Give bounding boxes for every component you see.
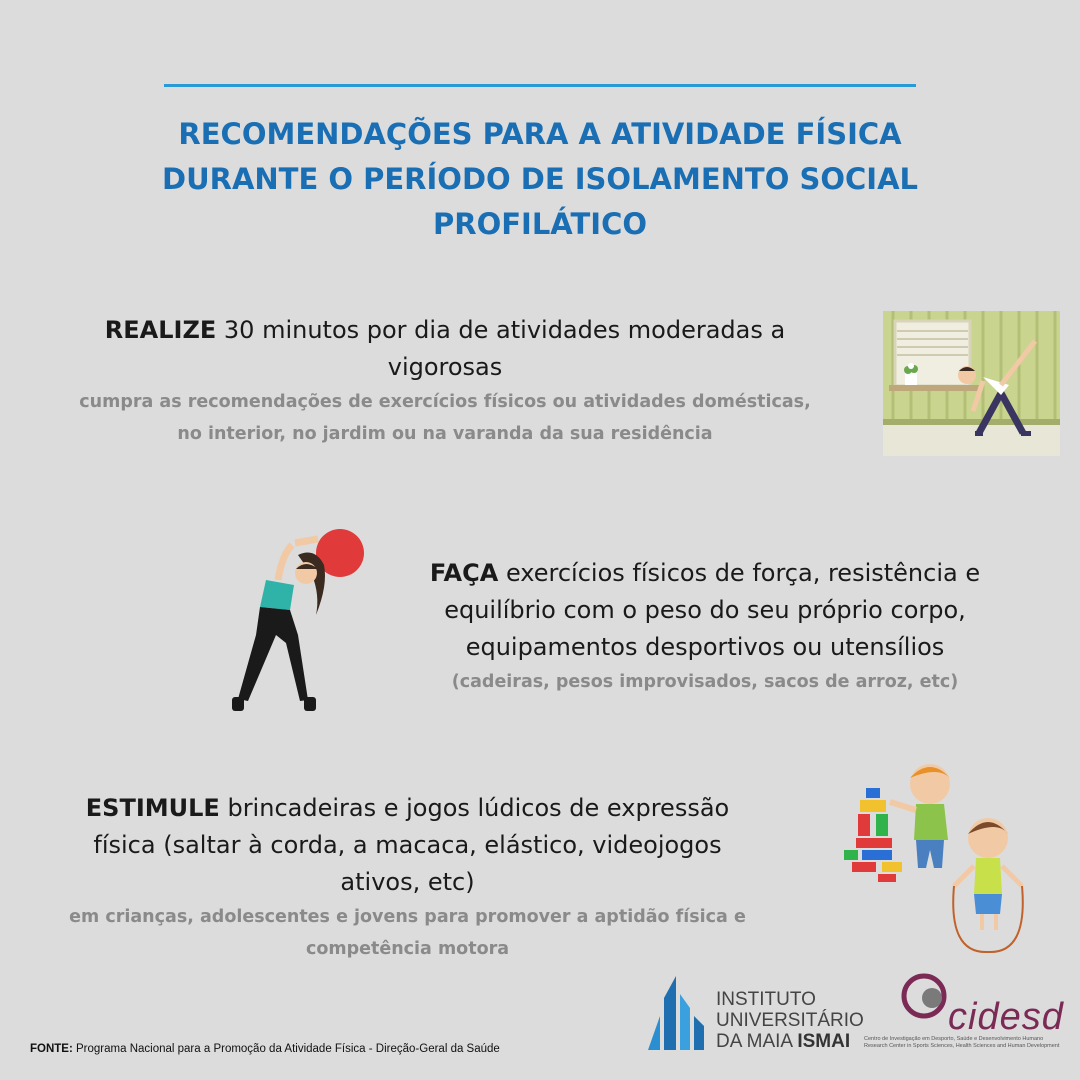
ismai-line-1: INSTITUTO [716,989,816,1010]
section-faca-text-3: equipamentos desportivos ou utensílios [465,633,945,661]
page-title [100,112,980,247]
section-faca-text-2: equilíbrio com o peso do seu próprio corpo, [444,596,966,624]
keyword-realize: REALIZE [104,316,217,344]
section-realize-sub-1: cumpra as recomendações de exercícios físicos ou atividades domésticas, [79,392,811,412]
section-estimule-sub [20,901,795,965]
ismai-logo-mark [648,976,708,1050]
section-faca-sub [360,666,1050,698]
section-realize [20,312,870,450]
cidesd-logo-word: cidesd [948,996,1064,1038]
title-line-3: PROFILÁTICO [432,207,648,241]
cidesd-sub-2: Research Center in Sports Sciences, Health Sciences and Human Development [864,1043,1060,1049]
section-realize-text-2: vigorosas [387,353,503,381]
section-estimule-text-1: brincadeiras e jogos lúdicos de expressão [219,794,730,822]
section-estimule-sub-1: em crianças, adolescentes e jovens para promover a aptidão física e [69,907,746,927]
section-estimule-sub-2: competência motora [305,939,510,959]
kids-play-illustration [838,758,1038,958]
ismai-line-2: UNIVERSITÁRIO [716,1010,864,1031]
section-realize-main [20,312,870,386]
keyword-faca: FAÇA [429,559,499,587]
section-estimule [20,790,795,965]
section-faca-main [360,555,1050,666]
title-line-1: RECOMENDAÇÕES PARA A ATIVIDADE FÍSICA [178,117,902,151]
cidesd-sub-1: Centro de Investigação em Desporto, Saúde e Desenvolvimento Humano [864,1036,1044,1042]
ismai-line-3a: DA MAIA [716,1031,798,1052]
home-exercise-illustration [883,311,1060,456]
ismai-line-3b: ISMAI [797,1031,851,1052]
section-faca-sub-1: (cadeiras, pesos improvisados, sacos de arroz, etc) [451,672,959,692]
section-realize-sub-2: no interior, no jardim ou na varanda da sua residência [177,424,713,444]
top-divider [164,84,916,87]
source-footer [30,1043,500,1055]
section-realize-text-1: 30 minutos por dia de atividades moderadas a [216,316,786,344]
source-text: Programa Nacional para a Promoção da Atividade Física - Direção-Geral da Saúde [72,1043,500,1055]
section-faca [360,555,1050,698]
ball-exercise-illustration [220,525,370,720]
section-estimule-main [20,790,795,901]
section-faca-text-1: exercícios físicos de força, resistência e [498,559,981,587]
ismai-logo-text [716,989,864,1052]
section-realize-sub [20,386,870,450]
keyword-estimule: ESTIMULE [85,794,220,822]
section-estimule-text-2: física (saltar à corda, a macaca, elástico, videojogos [93,831,722,859]
source-label: FONTE: [30,1043,73,1055]
section-estimule-text-3: ativos, etc) [340,868,475,896]
cidesd-logo-mark [900,972,948,1020]
cidesd-logo-subtitle [864,1036,1064,1050]
title-line-2: DURANTE O PERÍODO DE ISOLAMENTO SOCIAL [162,162,918,196]
